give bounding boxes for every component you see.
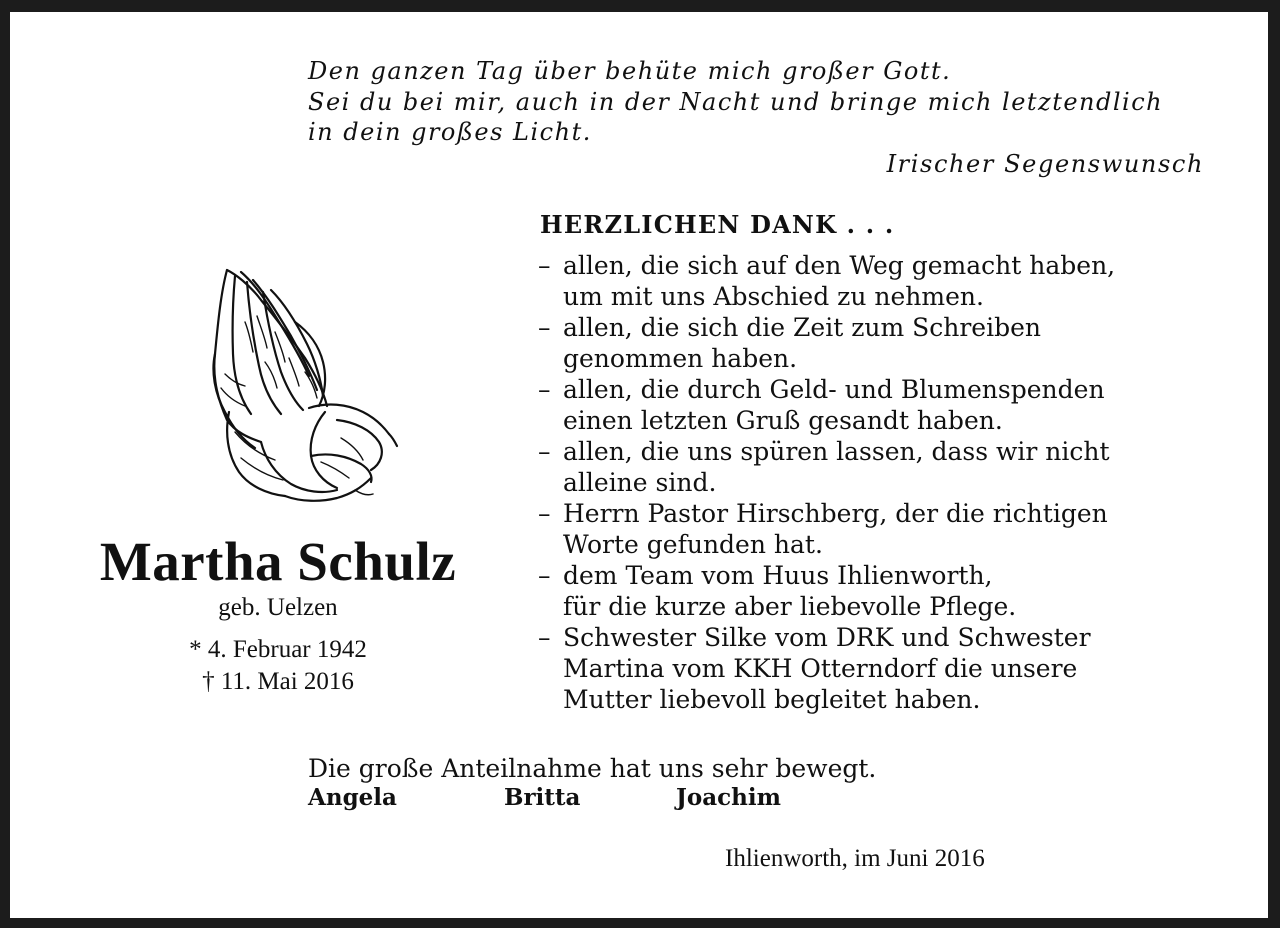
dash-marker: –: [538, 623, 551, 652]
closing-line: Die große Anteilnahme hat uns sehr bewegt.: [308, 754, 877, 783]
place-date: Ihlienworth, im Juni 2016: [725, 845, 985, 872]
thanks-item: [538, 374, 1228, 436]
thanks-text: allen, die durch Geld- und Blumenspenden: [563, 375, 1105, 404]
thanks-text: Worte gefunden hat.: [563, 530, 823, 559]
death-date: † 11. Mai 2016: [202, 668, 354, 695]
thanks-item: [538, 560, 1228, 622]
thanks-text: allen, die uns spüren lassen, dass wir nicht: [563, 437, 1110, 466]
birth-date: * 4. Februar 1942: [189, 636, 367, 663]
dash-marker: –: [538, 561, 551, 590]
deceased-name: Martha Schulz: [99, 531, 457, 592]
dash-marker: –: [538, 313, 551, 342]
praying-hands-icon: [205, 262, 400, 507]
thanks-text: Herrn Pastor Hirschberg, der die richtigen: [563, 499, 1108, 528]
dash-marker: –: [538, 437, 551, 466]
blessing-verse: [308, 56, 1208, 148]
thanks-text: einen letzten Gruß gesandt haben.: [563, 406, 1003, 435]
dash-marker: –: [538, 375, 551, 404]
signer-name: Joachim: [676, 784, 781, 811]
thanks-text: für die kurze aber liebevolle Pflege.: [563, 592, 1017, 621]
thanks-text: allen, die sich auf den Weg gemacht haben,: [563, 251, 1116, 280]
thanks-text: Mutter liebevoll begleitet haben.: [563, 685, 981, 714]
signer-name: Britta: [504, 784, 581, 811]
thanks-list: [538, 250, 1228, 715]
dash-marker: –: [538, 499, 551, 528]
thanks-text: Martina vom KKH Otterndorf die unsere: [563, 654, 1078, 683]
verse-line: Den ganzen Tag über behüte mich großer Gott.: [308, 57, 952, 85]
thanks-text: um mit uns Abschied zu nehmen.: [563, 282, 984, 311]
thanks-text: Schwester Silke vom DRK und Schwester: [563, 623, 1091, 652]
thanks-item: [538, 622, 1228, 715]
thanks-text: alleine sind.: [563, 468, 717, 497]
dash-marker: –: [538, 251, 551, 280]
thanks-text: allen, die sich die Zeit zum Schreiben: [563, 313, 1041, 342]
verse-line: in dein großes Licht.: [308, 118, 592, 146]
thanks-text: genommen haben.: [563, 344, 798, 373]
signer-name: Angela: [308, 784, 397, 811]
thanks-item: [538, 436, 1228, 498]
thanks-item: [538, 312, 1228, 374]
verse-source: Irischer Segenswunsch: [886, 150, 1204, 178]
maiden-name: geb. Uelzen: [218, 594, 338, 621]
thanks-text: dem Team vom Huus Ihlienworth,: [563, 561, 993, 590]
thanks-heading: HERZLICHEN DANK . . .: [540, 210, 895, 239]
thanks-item: [538, 498, 1228, 560]
verse-line: Sei du bei mir, auch in der Nacht und bringe mich letztendlich: [308, 87, 1164, 116]
thanks-item: [538, 250, 1228, 312]
